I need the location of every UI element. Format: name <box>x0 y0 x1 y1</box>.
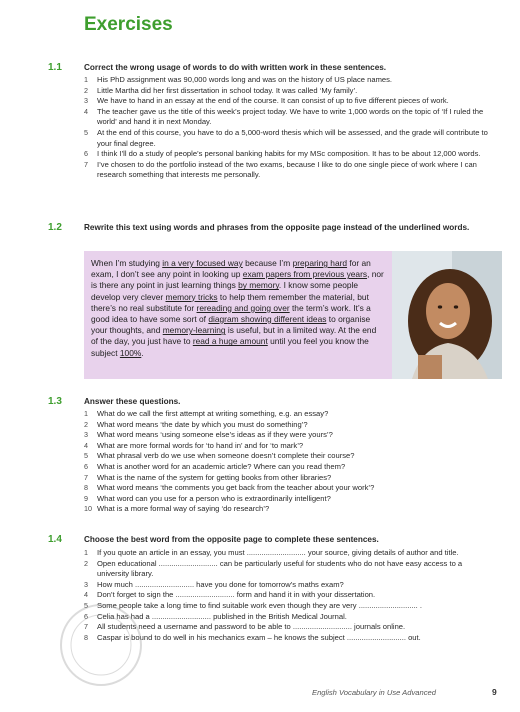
underlined-phrase: read a huge amount <box>192 336 268 347</box>
item-number: 7 <box>84 159 88 169</box>
item-number: 5 <box>84 127 88 137</box>
item-text: All students need a username and password to be able to ............................ journals online. <box>97 622 406 632</box>
item-number: 2 <box>84 85 88 95</box>
item-number: 3 <box>84 579 88 589</box>
item-number: 8 <box>84 483 88 493</box>
item-number: 4 <box>84 590 88 600</box>
exercise-item <box>84 160 494 181</box>
underlined-phrase: by memory <box>238 280 279 291</box>
item-number: 6 <box>84 149 88 159</box>
passage-text: because I’m <box>242 258 293 268</box>
underlined-phrase: memory tricks <box>165 291 218 302</box>
exercise-item <box>84 420 494 431</box>
section-number: 1.1 <box>48 62 62 73</box>
item-number: 5 <box>84 451 88 461</box>
exercise-item <box>84 409 494 420</box>
passage-text: . I know some people develop very clever <box>91 280 359 302</box>
exercise-list <box>84 409 494 515</box>
item-number: 2 <box>84 558 88 568</box>
underlined-phrase: preparing hard <box>292 258 348 268</box>
item-number: 7 <box>84 622 88 632</box>
item-text: How much ............................ have you done for tomorrow’s maths exam? <box>97 579 344 589</box>
item-number: 10 <box>84 504 92 514</box>
item-number: 4 <box>84 106 88 116</box>
item-text: His PhD assignment was 90,000 words long and was on the history of US place names. <box>97 75 393 84</box>
item-text: Caspar is bound to do well in his mechanics exam – he knows the subject ............................ out. <box>97 632 421 642</box>
exercise-item <box>84 473 494 484</box>
item-number: 5 <box>84 600 88 610</box>
item-text: What is a more formal way of saying ‘do research’? <box>97 504 270 514</box>
exercise-item <box>84 504 494 515</box>
item-text: What word means ‘the date by which you must do something’? <box>97 419 308 429</box>
footer-page-number: 9 <box>492 687 497 697</box>
item-number: 7 <box>84 472 88 482</box>
item-number: 3 <box>84 430 88 440</box>
underlined-phrase: rereading and going over <box>196 302 290 313</box>
section-instruction: Answer these questions. <box>84 397 181 406</box>
passage-text: , nor is there any point in just learning things <box>91 269 384 291</box>
section-number: 1.3 <box>48 396 62 407</box>
passage-text: When I’m studying <box>91 258 163 268</box>
item-number: 1 <box>84 548 88 557</box>
item-text: Little Martha did her first dissertation in school today. It was called ‘My family’. <box>97 85 358 95</box>
exercise-item <box>84 107 494 128</box>
exercise-item <box>84 128 494 149</box>
item-number: 4 <box>84 440 88 450</box>
passage-text: the term’s work. It’s a good idea to have some sort of <box>91 302 371 325</box>
item-text: Don’t forget to sign the ............................ form and hand it in with your dissertation. <box>97 590 376 600</box>
section-instruction: Correct the wrong usage of words to do with written work in these sentences. <box>84 63 387 72</box>
underlined-phrase: in a very focused way <box>162 258 243 268</box>
item-number: 2 <box>84 419 88 429</box>
item-text: Some people take a long time to find suitable work even though they are very ............................ . <box>97 600 423 610</box>
item-text: What word means ‘the comments you get back from the teacher about your work’? <box>97 483 375 493</box>
footer-book-title: English Vocabulary in Use Advanced <box>312 688 436 697</box>
section-number: 1.4 <box>48 534 62 545</box>
item-text: What word can you use for a person who is extraordinarily intelligent? <box>97 493 331 503</box>
item-number: 6 <box>84 461 88 471</box>
section-instruction: Rewrite this text using words and phrases from the opposite page instead of the underlined words. <box>84 223 470 232</box>
exercise-item <box>84 483 494 494</box>
item-text: What phrasal verb do we use when someone doesn’t complete their course? <box>97 451 355 461</box>
section-instruction: Choose the best word from the opposite page to complete these sentences. <box>84 535 379 544</box>
passage-text: to help them remember the material, but there’s no real substitute for <box>91 291 369 313</box>
item-text: What is the name of the system for getting books from other libraries? <box>97 472 332 482</box>
exercise-list <box>84 75 494 181</box>
study-passage <box>84 251 392 379</box>
exercise-item <box>84 430 494 441</box>
underlined-phrase: memory-learning <box>162 325 226 336</box>
item-text: What word means ‘using someone else’s ideas as if they were yours’? <box>97 430 333 440</box>
underlined-phrase: 100% <box>119 347 142 358</box>
exercise-item <box>84 494 494 505</box>
item-text: At the end of this course, you have to do a 5,000-word thesis which will be assessed, and the grade will contribute to your final degree. <box>97 127 488 148</box>
item-text: We have to hand in an essay at the end of the course. It can consist of up to five different pieces of work. <box>97 96 449 106</box>
passage-text: . <box>141 347 144 358</box>
passage-text: is useful, but in a limited way. At the end of the day, you just have to <box>91 325 377 347</box>
item-text: What are more formal words for ‘to hand in’ and for ‘to mark’? <box>97 440 304 450</box>
item-text: I think I’ll do a study of people’s personal banking habits for my MSc composition. It has to be about 12,000 words. <box>97 149 481 159</box>
item-text: What is another word for an academic article? Where can you read them? <box>97 461 346 471</box>
item-number: 1 <box>84 409 88 418</box>
exercise-item <box>84 149 494 160</box>
item-text: What do we call the first attempt at writing something, e.g. an essay? <box>97 409 329 418</box>
exercise-item <box>84 462 494 473</box>
underlined-phrase: diagram showing different ideas <box>208 314 327 325</box>
exercise-item <box>84 86 494 97</box>
library-stamp-seal <box>56 600 146 690</box>
item-text: If you quote an article in an essay, you must ............................ your source, giving details of author and title. <box>97 548 459 557</box>
exercise-item <box>84 75 494 86</box>
item-number: 8 <box>84 632 88 642</box>
item-number: 3 <box>84 96 88 106</box>
student-photo <box>392 251 502 379</box>
item-number: 1 <box>84 75 88 84</box>
exercise-item <box>84 548 494 559</box>
item-text: Open educational ............................ can be particularly useful for students who do not have easy access to a university library. <box>97 558 463 579</box>
item-text: I’ve chosen to do the portfolio instead of the two exams, because I like to do one single piece of work where I can research something that interests me personally. <box>97 159 477 180</box>
passage-text: to organise your thoughts, and <box>91 314 371 336</box>
passage-text: for an exam, I don’t see any point in looking up <box>91 258 371 280</box>
underlined-phrase: exam papers from previous years <box>242 269 368 280</box>
page-title: Exercises <box>84 14 173 35</box>
exercise-item <box>84 96 494 107</box>
exercise-item <box>84 441 494 452</box>
exercise-item <box>84 559 494 580</box>
exercise-item <box>84 451 494 462</box>
section-number: 1.2 <box>48 222 62 233</box>
item-text: Celia has had a ............................ published in the British Medical Journal. <box>97 611 347 621</box>
exercise-item <box>84 580 494 591</box>
passage-text: until you feel you know the subject <box>91 336 369 358</box>
item-text: The teacher gave us the title of this week’s project today. We have to write 1,000 words on the topic of ‘If I ruled the world’ and hand it in next Monday. <box>97 106 484 127</box>
item-number: 9 <box>84 493 88 503</box>
item-number: 6 <box>84 611 88 621</box>
